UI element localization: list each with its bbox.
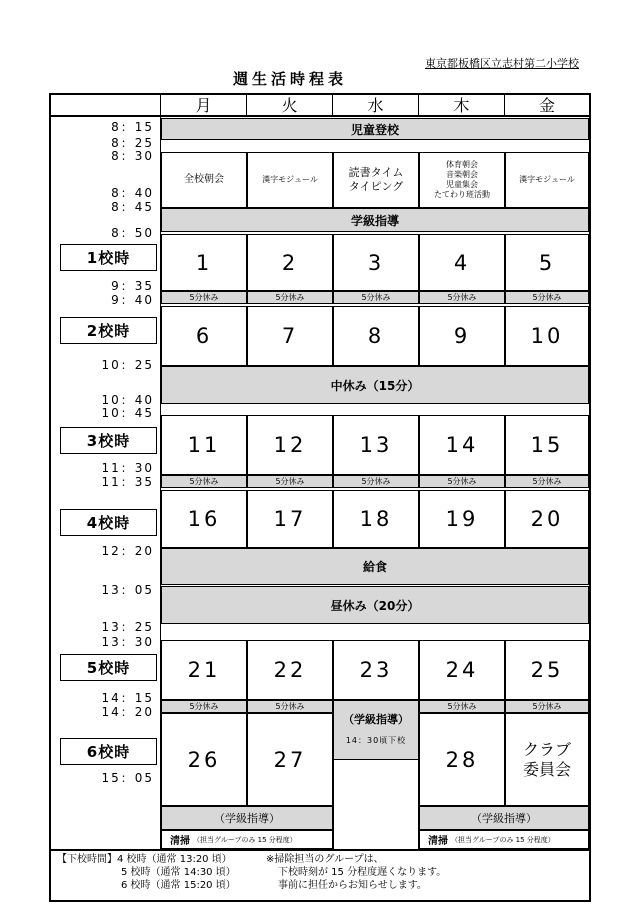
lesson-21: 21 (161, 640, 247, 700)
time-1130: 11：30 (101, 461, 154, 475)
period-5-label: 5校時 (60, 654, 157, 681)
time-0850: 8：50 (111, 226, 154, 240)
guidance-band-right: （学級指導） (419, 806, 589, 830)
page-title: 週生活時程表 (232, 70, 347, 88)
time-1025: 10：25 (101, 358, 154, 372)
day-wed: 水 (333, 95, 419, 117)
period-2-label: 2校時 (60, 317, 157, 344)
day-fri: 金 (505, 95, 589, 117)
lesson-9: 9 (419, 306, 505, 366)
lesson-20: 20 (505, 490, 589, 548)
lesson-17: 17 (247, 490, 333, 548)
lesson-8: 8 (333, 306, 419, 366)
lesson-22: 22 (247, 640, 333, 700)
morning-wed: 読書タイム タイピング (333, 152, 419, 208)
morning-mon: 全校朝会 (161, 152, 247, 208)
cleaning-left-label: 清掃 (170, 836, 190, 847)
lesson-13: 13 (333, 415, 419, 475)
break-label: 5分休み (419, 291, 505, 304)
lesson-28: 28 (419, 713, 505, 806)
time-0830: 8：30 (111, 149, 154, 163)
lesson-18: 18 (333, 490, 419, 548)
break-label: 5分休み (247, 475, 333, 488)
lesson-25: 25 (505, 640, 589, 700)
cleaning-left (161, 830, 333, 849)
break-label: 5分休み (333, 475, 419, 488)
guidance-band-left: （学級指導） (161, 806, 333, 830)
time-1045: 10：45 (101, 406, 154, 420)
lesson-10: 10 (505, 306, 589, 366)
break-label: 5分休み (161, 291, 247, 304)
time-1415: 14：15 (101, 691, 154, 705)
morning-tue: 漢字モジュール (247, 152, 333, 208)
school-name: 東京都板橋区立志村第二小学校 (425, 57, 579, 70)
time-0840: 8：40 (111, 186, 154, 200)
time-1330: 13：30 (101, 635, 154, 649)
lesson-16: 16 (161, 490, 247, 548)
cleaning-left-note: （担当グループのみ 15 分程度） (193, 835, 297, 844)
time-1135: 11：35 (101, 475, 154, 489)
time-1505: 15：05 (101, 771, 154, 785)
time-1420: 14：20 (101, 705, 154, 719)
period-1-label: 1校時 (60, 244, 157, 271)
club-committee: クラブ 委員会 (505, 713, 589, 806)
wed-guidance-box (333, 700, 419, 760)
header-blank (51, 95, 161, 117)
lesson-27: 27 (247, 713, 333, 806)
time-1220: 12：20 (101, 544, 154, 558)
lesson-1: 1 (161, 234, 247, 291)
day-tue: 火 (247, 95, 333, 117)
wed-guidance-label: （学級指導） (343, 713, 409, 726)
wed-dismissal-label: 14：30頃下校 (345, 736, 407, 745)
time-1325: 13：25 (101, 620, 154, 634)
break-label: 5分休み (419, 700, 505, 713)
time-0825: 8：25 (111, 136, 154, 150)
lesson-11: 11 (161, 415, 247, 475)
day-thu: 木 (419, 95, 505, 117)
morning-thu: 体育朝会 音楽朝会 児童集会 たてわり班活動 (419, 152, 505, 208)
time-0935: 9：35 (111, 279, 154, 293)
cleaning-right-label: 清掃 (428, 836, 448, 847)
lesson-6: 6 (161, 306, 247, 366)
homeroom-band: 学級指導 (161, 208, 589, 232)
lesson-24: 24 (419, 640, 505, 700)
lesson-26: 26 (161, 713, 247, 806)
cleaning-right (419, 830, 589, 849)
lunch-band: 給食 (161, 548, 589, 585)
period-6-label: 6校時 (60, 738, 157, 765)
footer-line2-left: 5 校時（通常 14:30 頃） (121, 867, 236, 878)
lesson-12: 12 (247, 415, 333, 475)
break-label: 5分休み (161, 475, 247, 488)
break-label: 5分休み (419, 475, 505, 488)
break-label: 5分休み (161, 700, 247, 713)
period-4-label: 4校時 (60, 509, 157, 536)
day-mon: 月 (161, 95, 247, 117)
time-0940: 9：40 (111, 293, 154, 307)
break-label: 5分休み (505, 475, 589, 488)
break-label: 5分休み (333, 291, 419, 304)
footer-line3-right: 事前に担任からお知らせします。 (278, 880, 427, 891)
lesson-15: 15 (505, 415, 589, 475)
lesson-7: 7 (247, 306, 333, 366)
time-0815: 8：15 (111, 120, 154, 134)
time-0845: 8：45 (111, 200, 154, 214)
lesson-3: 3 (333, 234, 419, 291)
wed-left-border (333, 760, 334, 849)
morning-fri: 漢字モジュール (505, 152, 589, 208)
arrival-band: 児童登校 (161, 118, 589, 140)
lesson-2: 2 (247, 234, 333, 291)
lesson-19: 19 (419, 490, 505, 548)
time-1040: 10：40 (101, 393, 154, 407)
break-label: 5分休み (505, 291, 589, 304)
break-label: 5分休み (247, 700, 333, 713)
footer-line1-right: ※掃除担当のグループは、 (266, 854, 384, 865)
cleaning-right-note: （担当グループのみ 15 分程度） (451, 835, 555, 844)
lesson-4: 4 (419, 234, 505, 291)
noon-break-band: 昼休み（20分） (161, 586, 589, 624)
lesson-14: 14 (419, 415, 505, 475)
footer-line2-right: 下校時刻が 15 分程度遅くなります。 (278, 867, 447, 878)
lesson-23: 23 (333, 640, 419, 700)
break-label: 5分休み (247, 291, 333, 304)
mid-break-band: 中休み（15分） (161, 366, 589, 404)
time-1305: 13：05 (101, 583, 154, 597)
lesson-5: 5 (505, 234, 589, 291)
footer-line1-left: 【下校時間】4 校時（通常 13:20 頃） (57, 854, 232, 865)
footer-divider (51, 849, 589, 851)
break-label: 5分休み (505, 700, 589, 713)
period-3-label: 3校時 (60, 427, 157, 454)
footer-line3-left: 6 校時（通常 15:20 頃） (121, 880, 236, 891)
